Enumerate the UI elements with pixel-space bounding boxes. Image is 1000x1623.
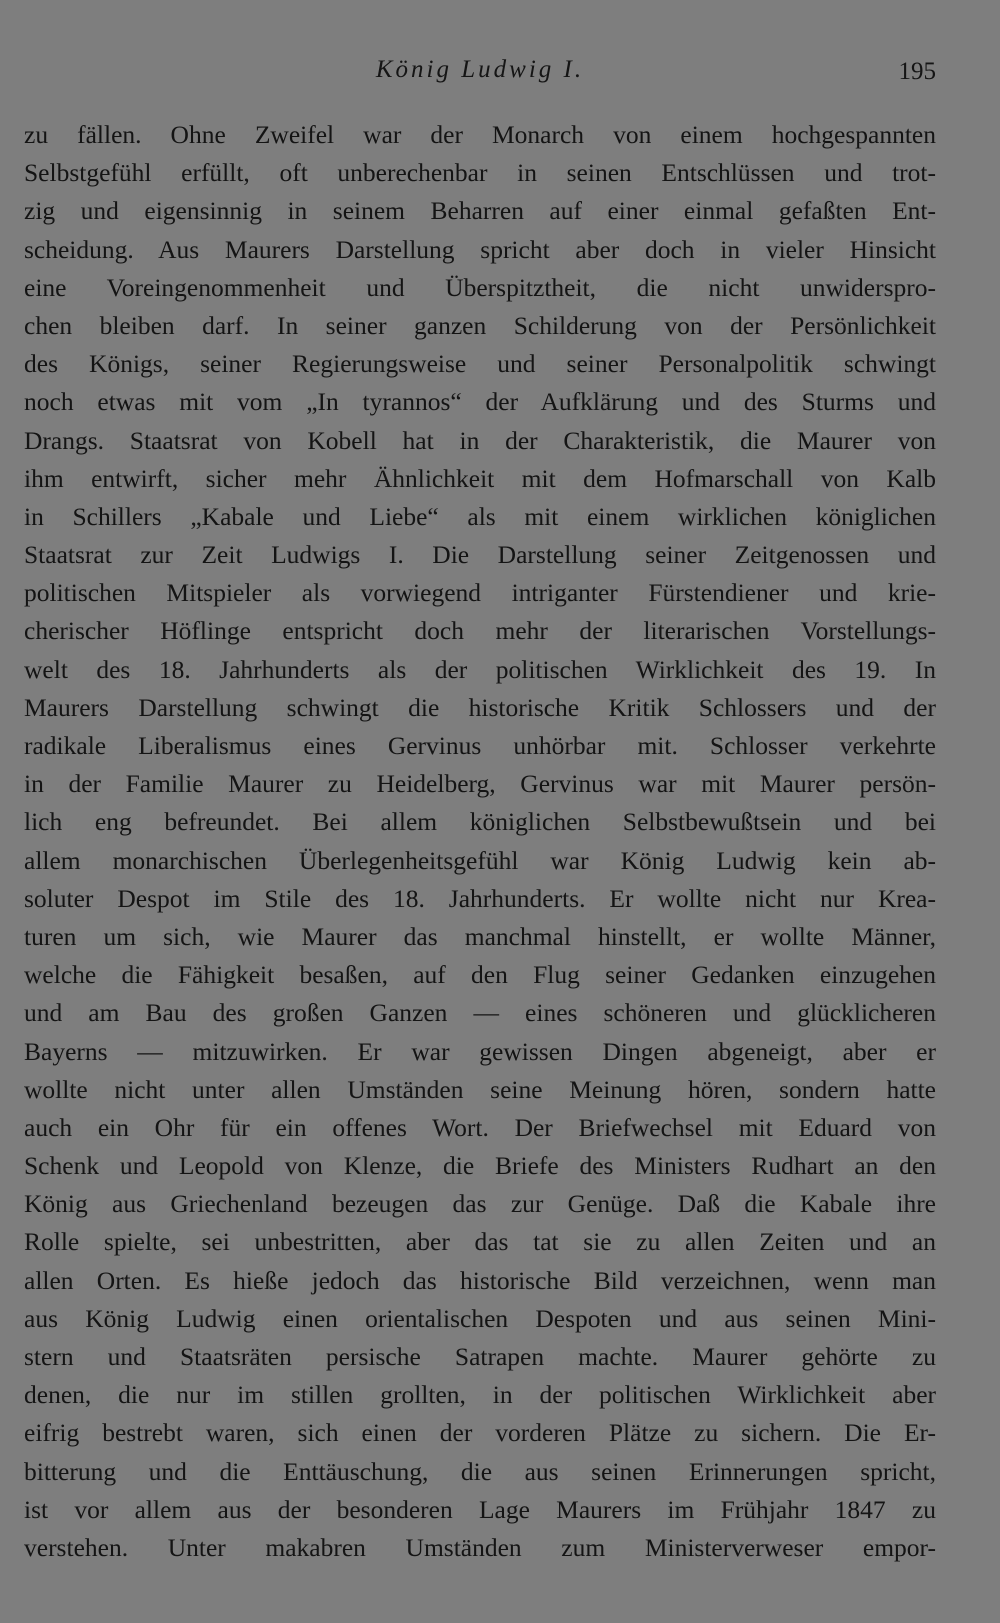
text-line: zu fällen. Ohne Zweifel war der Monarch von einem hochgespannten bbox=[24, 120, 936, 149]
text-line: noch etwas mit vom „In tyrannos“ der Aufklärung und des Sturms und bbox=[24, 387, 936, 417]
text-line: in der Familie Maurer zu Heidelberg, Gervinus war mit Maurer persön- bbox=[24, 769, 936, 799]
running-title: König Ludwig I. bbox=[375, 56, 585, 83]
text-line: lich eng befreundet. Bei allem königlichen Selbstbewußtsein und bei bbox=[24, 807, 936, 837]
text-line: ist vor allem aus der besonderen Lage Maurers im Frühjahr 1847 zu bbox=[24, 1494, 936, 1524]
text-line: radikale Liberalismus eines Gervinus unhörbar mit. Schlosser verkehrte bbox=[24, 731, 936, 760]
page-number: 195 bbox=[898, 58, 936, 85]
text-line: aus König Ludwig einen orientalischen Despoten und aus seinen Mini- bbox=[24, 1303, 936, 1333]
text-line: turen um sich, wie Maurer das manchmal hinstellt, er wollte Männer, bbox=[24, 921, 936, 951]
text-line: chen bleiben darf. In seiner ganzen Schilderung von der Persönlichkeit bbox=[24, 310, 936, 340]
text-line: ihm entwirft, sicher mehr Ähnlichkeit mit dem Hofmarschall von Kalb bbox=[24, 463, 936, 493]
text-line: zig und eigensinnig in seinem Beharren auf einer einmal gefaßten Ent- bbox=[24, 196, 936, 226]
text-line: Bayerns — mitzuwirken. Er war gewissen Dingen abgeneigt, aber er bbox=[24, 1036, 936, 1066]
body-text bbox=[24, 116, 936, 1567]
text-line: soluter Despot im Stile des 18. Jahrhunderts. Er wollte nicht nur Krea- bbox=[24, 883, 936, 913]
text-line: allen Orten. Es hieße jedoch das historische Bild verzeichnen, wenn man bbox=[24, 1265, 936, 1295]
text-line: wollte nicht unter allen Umständen seine Meinung hören, sondern hatte bbox=[24, 1074, 936, 1104]
text-line: stern und Staatsräten persische Satrapen machte. Maurer gehörte zu bbox=[24, 1342, 936, 1371]
text-line: des Königs, seiner Regierungsweise und seiner Personalpolitik schwingt bbox=[24, 349, 936, 379]
text-line: Staatsrat zur Zeit Ludwigs I. Die Darstellung seiner Zeitgenossen und bbox=[24, 540, 936, 570]
text-line: eifrig bestrebt waren, sich einen der vorderen Plätze zu sichern. Die Er- bbox=[24, 1418, 936, 1448]
text-line: politischen Mitspieler als vorwiegend intriganter Fürstendiener und krie- bbox=[24, 578, 936, 608]
text-line: eine Voreingenommenheit und Überspitztheit, die nicht unwiderspro- bbox=[24, 272, 936, 302]
text-line: cherischer Höflinge entspricht doch mehr der literarischen Vorstellungs- bbox=[24, 616, 936, 646]
text-line: Selbstgefühl erfüllt, oft unberechenbar in seinen Entschlüssen und trot- bbox=[24, 158, 936, 188]
text-line: scheidung. Aus Maurers Darstellung spricht aber doch in vieler Hinsicht bbox=[24, 234, 936, 264]
text-line: und am Bau des großen Ganzen — eines schöneren und glücklicheren bbox=[24, 998, 936, 1028]
text-line: welche die Fähigkeit besaßen, auf den Flug seiner Gedanken einzugehen bbox=[24, 960, 936, 990]
text-line: in Schillers „Kabale und Liebe“ als mit einem wirklichen königlichen bbox=[24, 501, 936, 531]
text-line: verstehen. Unter makabren Umständen zum Ministerverweser empor- bbox=[24, 1532, 936, 1562]
text-line: allem monarchischen Überlegenheitsgefühl war König Ludwig kein ab- bbox=[24, 845, 936, 875]
text-line: denen, die nur im stillen grollten, in der politischen Wirklichkeit aber bbox=[24, 1380, 936, 1410]
text-line: Rolle spielte, sei unbestritten, aber das tat sie zu allen Zeiten und an bbox=[24, 1227, 936, 1257]
text-line: Schenk und Leopold von Klenze, die Briefe des Ministers Rudhart an den bbox=[24, 1151, 936, 1181]
text-line: Drangs. Staatsrat von Kobell hat in der Charakteristik, die Maurer von bbox=[24, 425, 936, 455]
text-line: bitterung und die Enttäuschung, die aus seinen Erinnerungen spricht, bbox=[24, 1456, 936, 1486]
page-header bbox=[24, 56, 936, 96]
text-line: Maurers Darstellung schwingt die historische Kritik Schlossers und der bbox=[24, 692, 936, 722]
text-line: König aus Griechenland bezeugen das zur Genüge. Daß die Kabale ihre bbox=[24, 1189, 936, 1219]
text-line: welt des 18. Jahrhunderts als der politischen Wirklichkeit des 19. In bbox=[24, 654, 936, 684]
text-line: auch ein Ohr für ein offenes Wort. Der Briefwechsel mit Eduard von bbox=[24, 1112, 936, 1142]
